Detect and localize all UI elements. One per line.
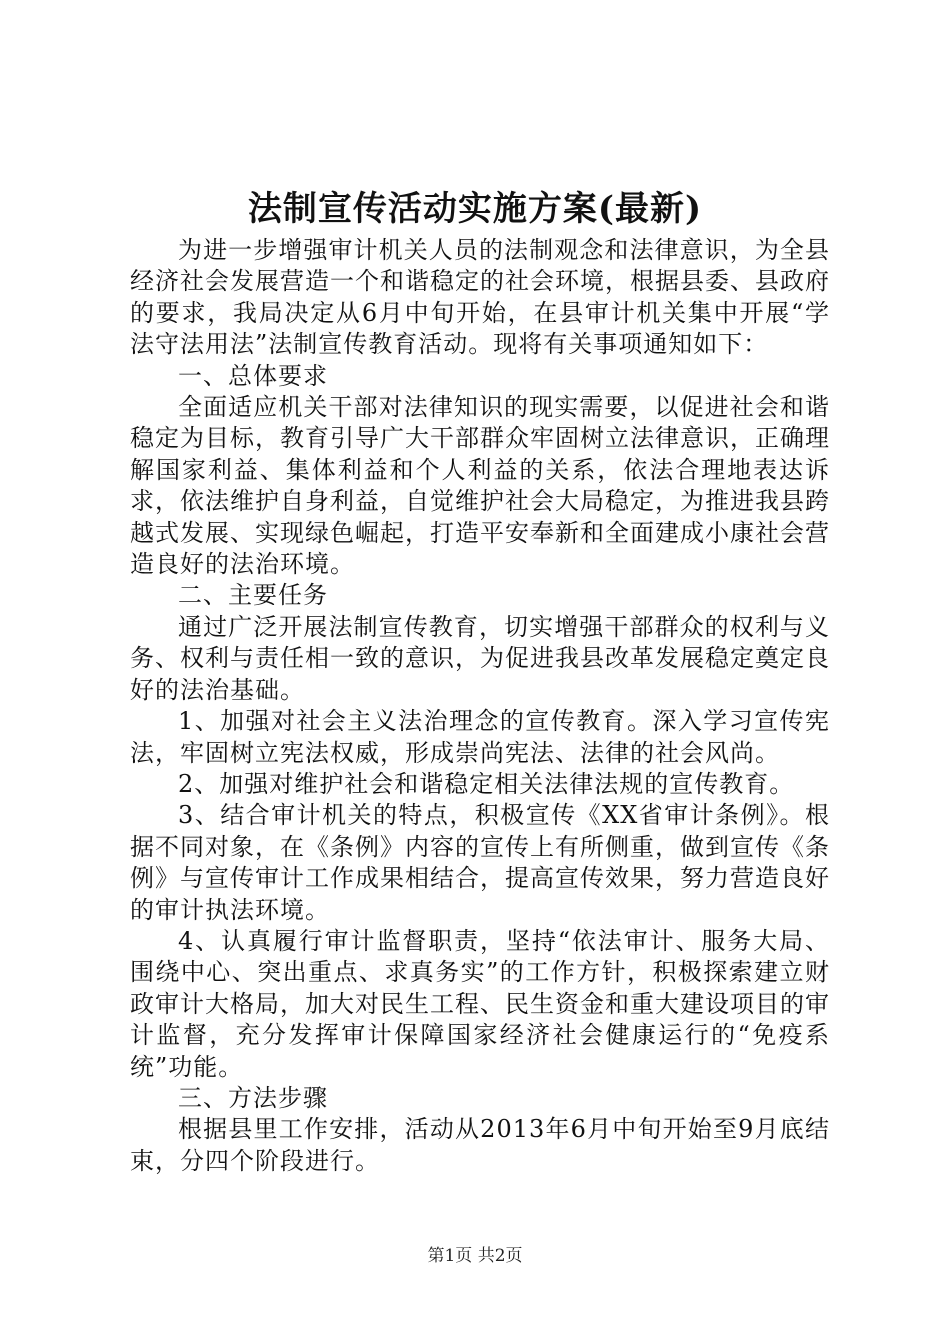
- document-title: 法制宣传活动实施方案(最新): [247, 189, 703, 229]
- task-item-1: 1、加强对社会主义法治理念的宣传教育。深入学习宣传宪法，牢固树立宪法权威，形成崇尚宪法、法律的社会风尚。: [130, 707, 830, 767]
- task-item-2: 2、加强对维护社会和谐稳定相关法律法规的宣传教育。: [178, 769, 795, 798]
- task-item-4: 4、认真履行审计监督职责，坚持“依法审计、服务大局、围绕中心、突出重点、求真务实”的工作方针，积极探索建立财政审计大格局，加大对民生工程、民生资金和重大建设项目的审计监督，充分发挥审计保障国家经济社会健康运行的“免疫系统”功能。: [130, 926, 830, 1081]
- page-footer: 第1页 共2页: [427, 1246, 523, 1266]
- main-tasks-paragraph: 通过广泛开展法制宣传教育，切实增强干部群众的权利与义务、权利与责任相一致的意识，为促进我县改革发展稳定奠定良好的法治基础。: [130, 612, 830, 704]
- section-heading-general-requirements: 一、总体要求: [178, 361, 328, 390]
- general-requirements-paragraph: 全面适应机关干部对法律知识的现实需要，以促进社会和谐稳定为目标，教育引导广大干部群众牢固树立法律意识，正确理解国家利益、集体利益和个人利益的关系，依法合理地表达诉求，依法维护自身利益，自觉维护社会大局稳定，为推进我县跨越式发展、实现绿色崛起，打造平安奉新和全面建成小康社会营造良好的法治环境。: [130, 393, 830, 579]
- section-heading-method-steps: 三、方法步骤: [178, 1083, 328, 1112]
- section-heading-main-tasks: 二、主要任务: [178, 581, 328, 610]
- document-body: [130, 235, 830, 1177]
- intro-paragraph: 为进一步增强审计机关人员的法制观念和法律意识，为全县经济社会发展营造一个和谐稳定的社会环境，根据县委、县政府的要求，我局决定从6月中旬开始，在县审计机关集中开展“学法守法用法”法制宣传教育活动。现将有关事项通知如下：: [130, 236, 830, 359]
- method-steps-paragraph: 根据县里工作安排，活动从2013年6月中旬开始至9月底结束，分四个阶段进行。: [130, 1115, 830, 1175]
- task-item-3: 3、结合审计机关的特点，积极宣传《XX省审计条例》。根据不同对象，在《条例》内容的宣传上有所侧重，做到宣传《条例》与宣传审计工作成果相结合，提高宣传效果，努力营造良好的审计执法环境。: [130, 801, 830, 924]
